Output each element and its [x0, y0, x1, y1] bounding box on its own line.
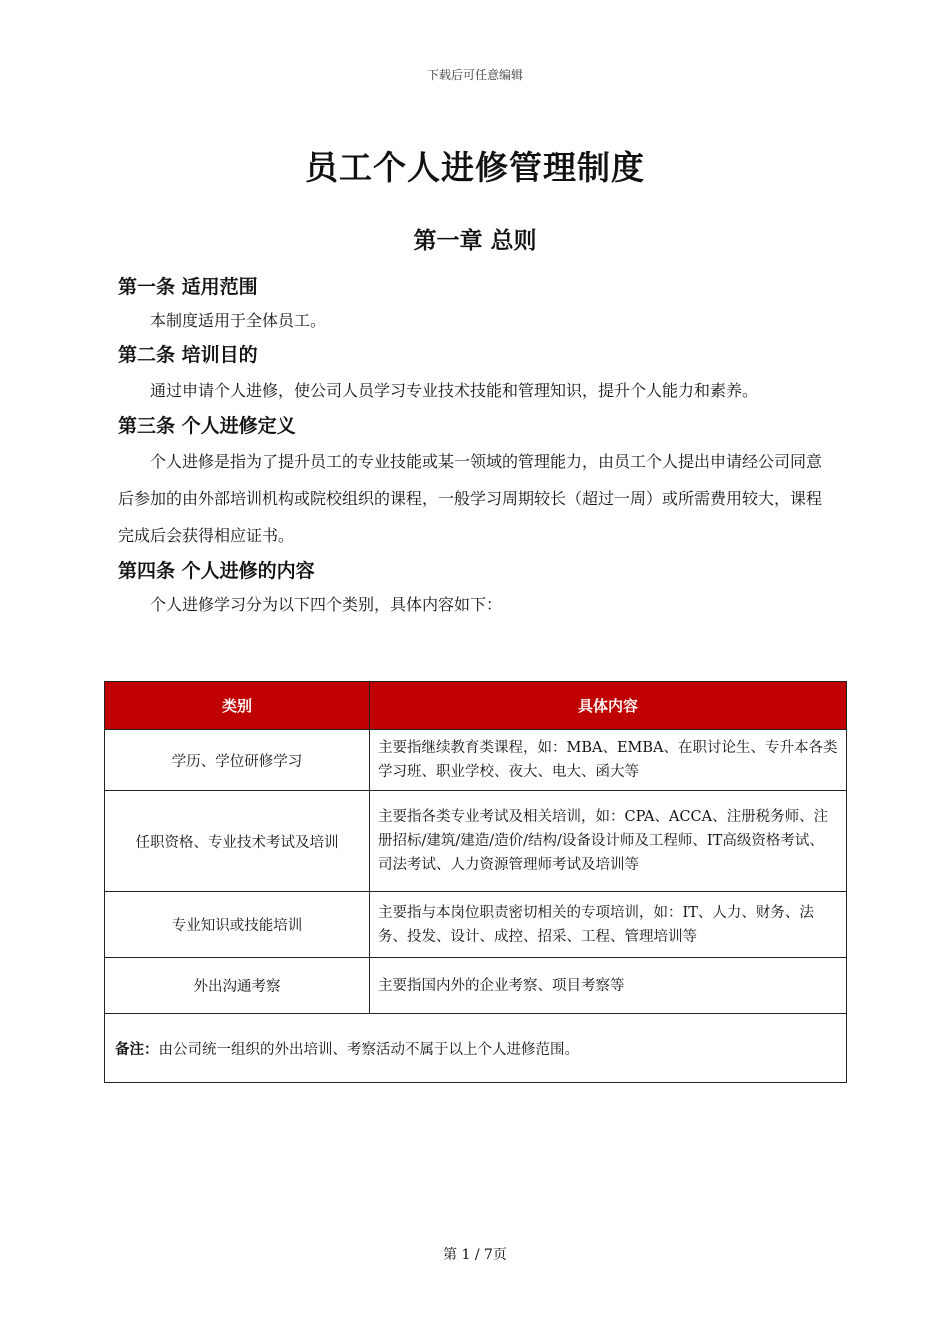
- content-cell: 主要指与本岗位职责密切相关的专项培训，如：IT、人力、财务、法务、投发、设计、成控、招采、工程、管理培训等: [370, 892, 847, 958]
- page-number: 第 1 / 7页: [443, 1247, 507, 1263]
- article-heading: 第四条 个人进修的内容: [118, 560, 315, 582]
- column-header-content: 具体内容: [370, 682, 847, 730]
- article-heading: 第二条 培训目的: [118, 344, 258, 366]
- article-text: 个人进修是指为了提升员工的专业技能或某一领域的管理能力，由员工个人提出申请经公司同意后参加的由外部培训机构或院校组织的课程，一般学习周期较长（超过一周）或所需费用较大，课程完成后会获得相应证书。: [118, 452, 823, 545]
- column-header-category: 类别: [105, 682, 370, 730]
- content-cell: 主要指各类专业考试及相关培训，如：CPA、ACCA、注册税务师、注册招标/建筑/建造/造价/结构/设备设计师及工程师、IT高级资格考试、司法考试、人力资源管理师考试及培训等: [370, 791, 847, 892]
- article-text: 通过申请个人进修，使公司人员学习专业技术技能和管理知识，提升个人能力和素养。: [150, 381, 759, 400]
- note-label: 备注：: [115, 1041, 159, 1058]
- article-heading: 第三条 个人进修定义: [118, 415, 296, 437]
- table-note-row: [105, 1014, 847, 1083]
- article-4: [118, 554, 830, 622]
- category-cell: 学历、学位研修学习: [105, 730, 370, 791]
- document-body: [118, 270, 830, 622]
- document-title: 员工个人进修管理制度: [305, 148, 645, 187]
- table-row: [105, 892, 847, 958]
- article-2: [118, 338, 830, 409]
- table-row: [105, 958, 847, 1014]
- table-row: [105, 791, 847, 892]
- note-text: 由公司统一组织的外出培训、考察活动不属于以上个人进修范围。: [158, 1041, 579, 1058]
- article-3: [118, 409, 830, 554]
- article-text: 本制度适用于全体员工。: [150, 311, 327, 330]
- table-row: [105, 730, 847, 791]
- header-note: 下载后可任意编辑: [426, 68, 523, 82]
- content-cell: 主要指国内外的企业考察、项目考察等: [370, 958, 847, 1014]
- category-cell: 任职资格、专业技术考试及培训: [105, 791, 370, 892]
- article-heading: 第一条 适用范围: [118, 276, 258, 298]
- table-header-row: [105, 682, 847, 730]
- chapter-title: 第一章 总则: [413, 227, 537, 254]
- content-cell: 主要指继续教育类课程，如：MBA、EMBA、在职讨论生、专升本各类学习班、职业学校、夜大、电大、函大等: [370, 730, 847, 791]
- note-cell: [105, 1014, 847, 1083]
- training-category-table: [104, 681, 846, 1083]
- article-text: 个人进修学习分为以下四个类别，具体内容如下：: [150, 595, 503, 614]
- category-cell: 外出沟通考察: [105, 958, 370, 1014]
- article-1: [118, 270, 830, 338]
- category-cell: 专业知识或技能培训: [105, 892, 370, 958]
